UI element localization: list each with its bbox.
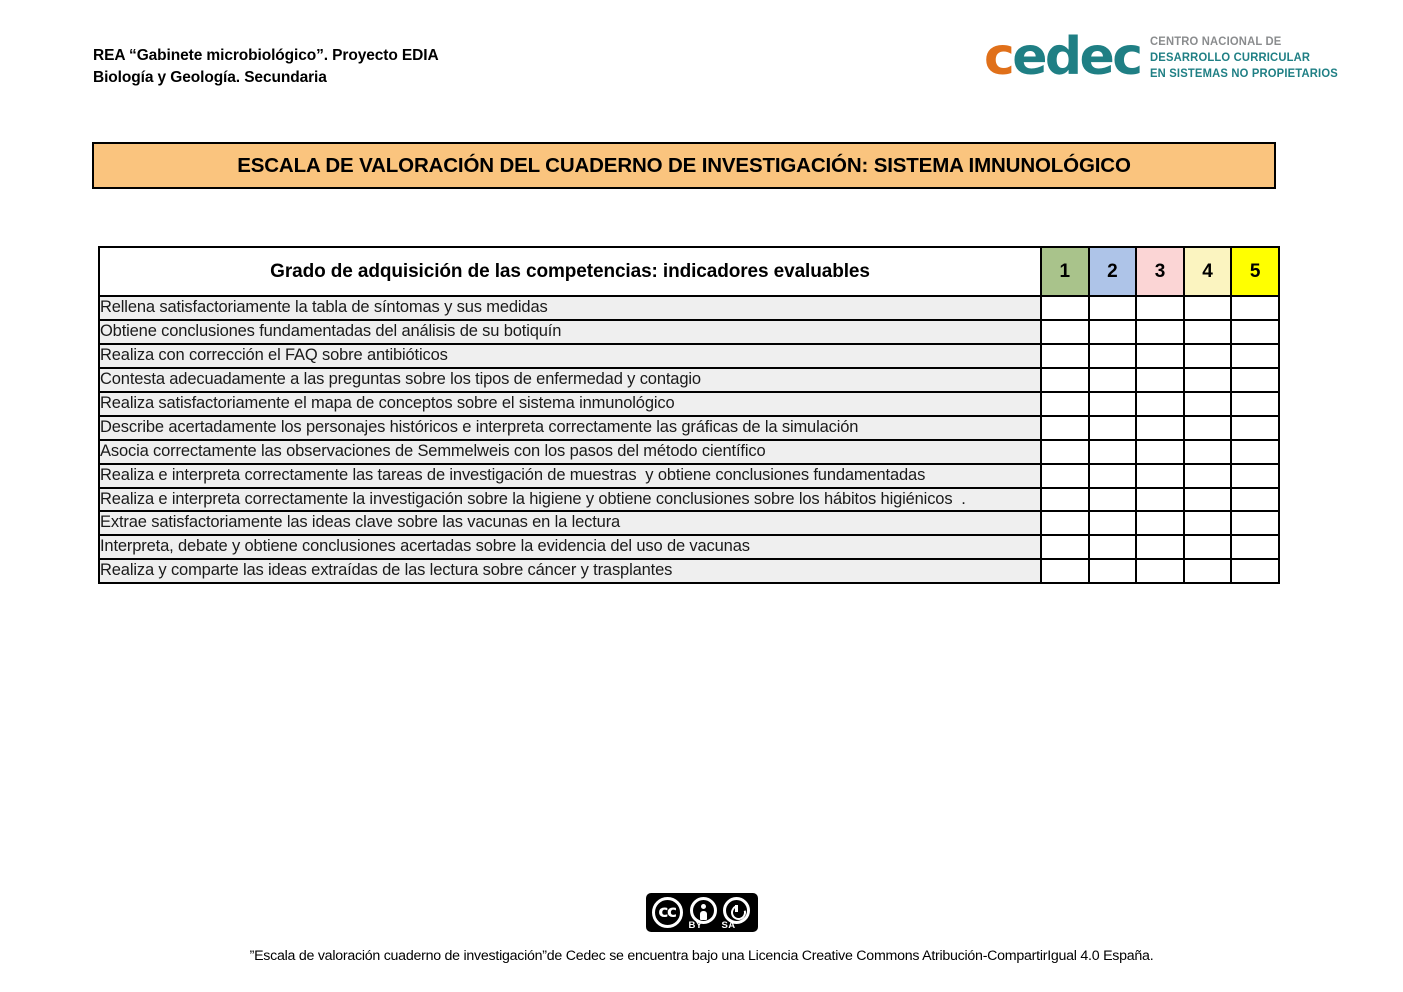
score-checkbox-2[interactable] bbox=[1089, 535, 1137, 559]
score-checkbox-2[interactable] bbox=[1089, 344, 1137, 368]
score-checkbox-3[interactable] bbox=[1136, 416, 1184, 440]
license-footer bbox=[0, 893, 1403, 964]
table-row bbox=[99, 559, 1279, 583]
score-checkbox-2[interactable] bbox=[1089, 464, 1137, 488]
indicator-text: Contesta adecuadamente a las preguntas sobre los tipos de enfermedad y contagio bbox=[99, 368, 1041, 392]
column-header-indicators: Grado de adquisición de las competencias: indicadores evaluables bbox=[99, 247, 1041, 296]
badge-label-sa: SA bbox=[721, 920, 736, 931]
badge-label-by: BY bbox=[688, 920, 703, 931]
score-checkbox-4[interactable] bbox=[1184, 511, 1232, 535]
score-checkbox-3[interactable] bbox=[1136, 488, 1184, 512]
score-checkbox-5[interactable] bbox=[1231, 344, 1279, 368]
cedec-tagline-1: CENTRO NACIONAL DE bbox=[1150, 34, 1282, 49]
score-checkbox-5[interactable] bbox=[1231, 535, 1279, 559]
score-checkbox-4[interactable] bbox=[1184, 368, 1232, 392]
score-checkbox-2[interactable] bbox=[1089, 511, 1137, 535]
score-checkbox-3[interactable] bbox=[1136, 511, 1184, 535]
score-checkbox-3[interactable] bbox=[1136, 296, 1184, 320]
person-body bbox=[700, 911, 707, 920]
score-checkbox-2[interactable] bbox=[1089, 320, 1137, 344]
score-checkbox-5[interactable] bbox=[1231, 559, 1279, 583]
score-checkbox-4[interactable] bbox=[1184, 488, 1232, 512]
table-row bbox=[99, 296, 1279, 320]
indicator-text: Realiza y comparte las ideas extraídas de las lectura sobre cáncer y trasplantes bbox=[99, 559, 1041, 583]
table-row bbox=[99, 344, 1279, 368]
column-header-score-1: 1 bbox=[1041, 247, 1089, 296]
score-checkbox-3[interactable] bbox=[1136, 320, 1184, 344]
score-checkbox-3[interactable] bbox=[1136, 368, 1184, 392]
indicator-text: Extrae satisfactoriamente las ideas clave sobre las vacunas en la lectura bbox=[99, 511, 1041, 535]
score-checkbox-3[interactable] bbox=[1136, 440, 1184, 464]
score-checkbox-2[interactable] bbox=[1089, 488, 1137, 512]
header-line-1: REA “Gabinete microbiológico”. Proyecto EDIA bbox=[93, 47, 439, 64]
score-checkbox-1[interactable] bbox=[1041, 511, 1089, 535]
indicator-text: Realiza satisfactoriamente el mapa de conceptos sobre el sistema inmunológico bbox=[99, 392, 1041, 416]
score-checkbox-5[interactable] bbox=[1231, 488, 1279, 512]
person-head bbox=[701, 904, 706, 909]
license-text: ”Escala de valoración cuaderno de investigación”de Cedec se encuentra bajo una Licencia Creative Commons Atribución-CompartirIgual 4.0 España. bbox=[249, 948, 1154, 964]
score-checkbox-2[interactable] bbox=[1089, 392, 1137, 416]
table-row bbox=[99, 535, 1279, 559]
score-checkbox-3[interactable] bbox=[1136, 559, 1184, 583]
indicator-text: Realiza e interpreta correctamente la investigación sobre la higiene y obtiene conclusiones sobre los hábitos higiénicos . bbox=[99, 488, 1041, 512]
score-checkbox-5[interactable] bbox=[1231, 416, 1279, 440]
page-header bbox=[0, 0, 1403, 120]
score-checkbox-1[interactable] bbox=[1041, 392, 1089, 416]
column-header-score-2: 2 bbox=[1089, 247, 1137, 296]
score-checkbox-4[interactable] bbox=[1184, 344, 1232, 368]
score-checkbox-1[interactable] bbox=[1041, 320, 1089, 344]
score-checkbox-2[interactable] bbox=[1089, 416, 1137, 440]
score-checkbox-4[interactable] bbox=[1184, 296, 1232, 320]
score-checkbox-2[interactable] bbox=[1089, 440, 1137, 464]
creative-commons-badge-icon bbox=[646, 893, 758, 932]
rubric-table bbox=[98, 246, 1280, 584]
share-alike-tick bbox=[735, 905, 738, 912]
cedec-wordmark-edec: edec bbox=[1012, 27, 1141, 87]
score-checkbox-1[interactable] bbox=[1041, 535, 1089, 559]
score-checkbox-5[interactable] bbox=[1231, 511, 1279, 535]
score-checkbox-4[interactable] bbox=[1184, 320, 1232, 344]
title-banner bbox=[92, 142, 1276, 189]
score-checkbox-4[interactable] bbox=[1184, 440, 1232, 464]
table-row bbox=[99, 416, 1279, 440]
score-checkbox-1[interactable] bbox=[1041, 368, 1089, 392]
cedec-logo bbox=[984, 27, 1355, 87]
header-line-2: Biología y Geología. Secundaria bbox=[93, 69, 327, 86]
score-checkbox-5[interactable] bbox=[1231, 320, 1279, 344]
indicator-text: Interpreta, debate y obtiene conclusiones acertadas sobre la evidencia del uso de vacunas bbox=[99, 535, 1041, 559]
score-checkbox-5[interactable] bbox=[1231, 368, 1279, 392]
indicator-text: Rellena satisfactoriamente la tabla de síntomas y sus medidas bbox=[99, 296, 1041, 320]
score-checkbox-3[interactable] bbox=[1136, 392, 1184, 416]
score-checkbox-4[interactable] bbox=[1184, 464, 1232, 488]
score-checkbox-1[interactable] bbox=[1041, 296, 1089, 320]
table-row bbox=[99, 464, 1279, 488]
score-checkbox-5[interactable] bbox=[1231, 464, 1279, 488]
score-checkbox-3[interactable] bbox=[1136, 344, 1184, 368]
score-checkbox-4[interactable] bbox=[1184, 535, 1232, 559]
score-checkbox-1[interactable] bbox=[1041, 488, 1089, 512]
score-checkbox-5[interactable] bbox=[1231, 296, 1279, 320]
indicator-text: Asocia correctamente las observaciones de Semmelweis con los pasos del método científico bbox=[99, 440, 1041, 464]
cc-icon: cc bbox=[652, 897, 683, 928]
score-checkbox-1[interactable] bbox=[1041, 416, 1089, 440]
score-checkbox-3[interactable] bbox=[1136, 535, 1184, 559]
column-header-score-4: 4 bbox=[1184, 247, 1232, 296]
score-checkbox-1[interactable] bbox=[1041, 559, 1089, 583]
rubric-table-body bbox=[99, 247, 1279, 583]
column-header-score-3: 3 bbox=[1136, 247, 1184, 296]
score-checkbox-1[interactable] bbox=[1041, 440, 1089, 464]
page-title: ESCALA DE VALORACIÓN DEL CUADERNO DE INVESTIGACIÓN: SISTEMA IMNUNOLÓGICO bbox=[237, 153, 1131, 177]
score-checkbox-2[interactable] bbox=[1089, 296, 1137, 320]
indicator-text: Realiza con corrección el FAQ sobre antibióticos bbox=[99, 344, 1041, 368]
score-checkbox-4[interactable] bbox=[1184, 392, 1232, 416]
score-checkbox-3[interactable] bbox=[1136, 464, 1184, 488]
cedec-wordmark-c: c bbox=[984, 27, 1013, 87]
table-row bbox=[99, 488, 1279, 512]
score-checkbox-2[interactable] bbox=[1089, 559, 1137, 583]
indicator-text: Describe acertadamente los personajes históricos e interpreta correctamente las gráficas de la simulación bbox=[99, 416, 1041, 440]
table-row bbox=[99, 392, 1279, 416]
score-checkbox-1[interactable] bbox=[1041, 464, 1089, 488]
cedec-tagline bbox=[1150, 32, 1338, 81]
cedec-tagline-3: EN SISTEMAS NO PROPIETARIOS bbox=[1150, 65, 1339, 80]
cedec-wordmark bbox=[984, 27, 1141, 87]
table-row bbox=[99, 368, 1279, 392]
indicator-text: Realiza e interpreta correctamente las tareas de investigación de muestras y obtiene conclusiones fundamentadas bbox=[99, 464, 1041, 488]
indicator-text: Obtiene conclusiones fundamentadas del análisis de su botiquín bbox=[99, 320, 1041, 344]
column-header-score-5: 5 bbox=[1231, 247, 1279, 296]
score-checkbox-4[interactable] bbox=[1184, 559, 1232, 583]
score-checkbox-4[interactable] bbox=[1184, 416, 1232, 440]
table-header-row bbox=[99, 247, 1279, 296]
score-checkbox-1[interactable] bbox=[1041, 344, 1089, 368]
table-row bbox=[99, 440, 1279, 464]
cedec-tagline-2: DESARROLLO CURRICULAR bbox=[1150, 50, 1311, 65]
score-checkbox-2[interactable] bbox=[1089, 368, 1137, 392]
table-row bbox=[99, 320, 1279, 344]
document-subtitle bbox=[93, 45, 439, 89]
table-row bbox=[99, 511, 1279, 535]
score-checkbox-5[interactable] bbox=[1231, 440, 1279, 464]
score-checkbox-5[interactable] bbox=[1231, 392, 1279, 416]
